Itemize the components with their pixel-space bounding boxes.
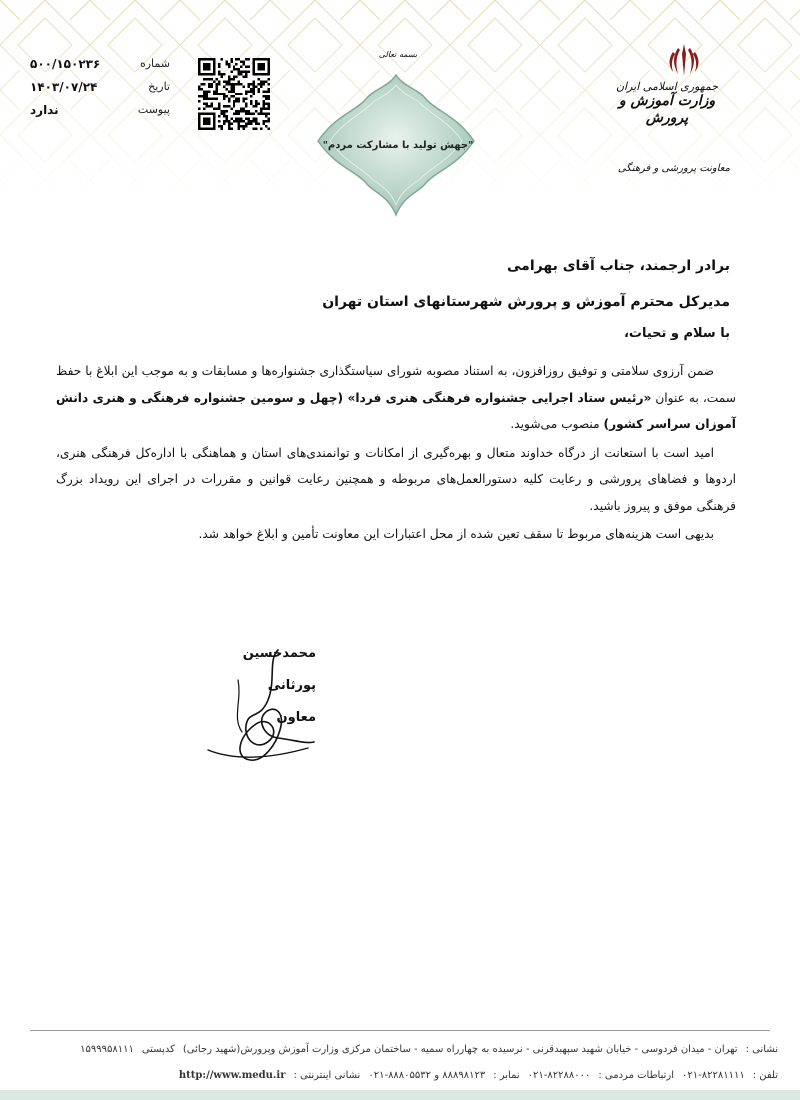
fax-label: نمابر : xyxy=(493,1070,520,1081)
footer-divider xyxy=(30,1030,770,1031)
web-label: نشانی اینترنتی : xyxy=(293,1070,361,1081)
date-value: ۱۴۰۳/۰۷/۲۴ xyxy=(30,79,98,94)
paragraph-1 xyxy=(56,358,736,438)
handwritten-signature xyxy=(198,640,318,780)
letter-meta xyxy=(30,52,170,121)
postal-label: کدپستی xyxy=(141,1044,175,1055)
paragraph-2: امید است با استعانت از درگاه خداوند متعال و بهره‌گیری از امکانات و توانمندی‌های استان و هماهنگی با اداره‌کل فرهنگی هنری، اردوها و فضاهای پرورشی و رعایت کلیه دستورالعمل‌های مربوطه و همچنین رعایت قوانین و مقررات در اجرای این رویداد بزرگ فرهنگی موفق و پیروز باشید. xyxy=(56,445,736,513)
web-link[interactable]: http://www.medu.ir xyxy=(178,1070,286,1081)
recipient-line1: برادر ارجمند، جناب آقای بهرامی xyxy=(507,258,730,274)
footer-address xyxy=(8,1044,778,1055)
iran-emblem-icon xyxy=(664,40,704,80)
signer-name: محمدحسین پورثانی xyxy=(242,646,316,693)
pr-label: ارتباطات مردمی : xyxy=(598,1070,674,1081)
meta-number-row xyxy=(30,52,170,75)
deputy-office: معاونت پرورشی و فرهنگی xyxy=(617,163,730,174)
footer-contacts xyxy=(38,1070,778,1081)
letter-body xyxy=(56,358,736,548)
qr-code[interactable] xyxy=(198,58,270,130)
attachment-value: ندارد xyxy=(30,102,59,117)
recipient-block xyxy=(322,248,730,320)
paragraph-3: بدیهی است هزینه‌های مربوط تا سقف تعین شده از محل اعتبارات این معاونت تأمین و ابلاغ خواهد شد. xyxy=(198,527,714,541)
ministry-name xyxy=(602,80,732,127)
phone-value: ۸۲۲۸۱۱۱۱-۰۲۱ xyxy=(681,1070,745,1081)
meta-attachment-row xyxy=(30,98,170,121)
p1-after: منصوب می‌شوید. xyxy=(510,417,600,431)
meta-date-row xyxy=(30,75,170,98)
slogan-text: "جهش تولید با مشارکت مردم" xyxy=(322,140,474,151)
fax-value: ۸۸۸۹۸۱۲۳ و ۸۸۸۰۵۵۳۲-۰۲۱ xyxy=(368,1070,486,1081)
number-value: ۵۰۰/۱۵۰۲۳۶ xyxy=(30,56,101,71)
recipient-line2: مدیرکل محترم آموزش و پرورش شهرستانهای استان تهران xyxy=(322,294,730,310)
p1-before: ضمن آرزوی سلامتی و توفیق روزافزون، به استناد مصوبه شورای سیاستگذاری جشنواره‌ها و مسابقات و به موجب این ابلاغ با حفظ سمت، به عنوان xyxy=(56,364,736,405)
number-label: شماره xyxy=(139,57,170,70)
p1-bold: «رئیس ستاد اجرایی جشنواره فرهنگی هنری فردا» (چهل و سومین جشنواره فرهنگی و هنری دانش آموزان سراسر کشور) xyxy=(56,390,736,431)
bottom-band xyxy=(0,1090,800,1100)
address-label: نشانی : xyxy=(745,1044,778,1055)
postal-value: ۱۵۹۹۹۵۸۱۱۱ xyxy=(80,1044,134,1055)
phone-label: تلفن : xyxy=(752,1070,778,1081)
date-label: تاریخ xyxy=(148,80,170,93)
ministry-line2: وزارت آموزش و پرورش xyxy=(618,93,716,126)
pr-value: ۸۲۲۸۸۰۰۰-۰۲۱ xyxy=(527,1070,591,1081)
address-value: تهران - میدان فردوسی - خیابان شهید سپهبدقرنی - نرسیده به چهارراه سمیه - ساختمان مرکزی وزارت آموزش وپرورش(شهید رجائی) xyxy=(182,1044,738,1055)
ministry-line1: جمهوری اسلامی ایران xyxy=(615,80,719,93)
attachment-label: پیوست xyxy=(137,103,170,116)
bismillah: بسمه تعالی xyxy=(378,50,418,59)
signer-title: معاون xyxy=(276,710,316,725)
greeting: با سلام و تحیات، xyxy=(623,326,730,341)
